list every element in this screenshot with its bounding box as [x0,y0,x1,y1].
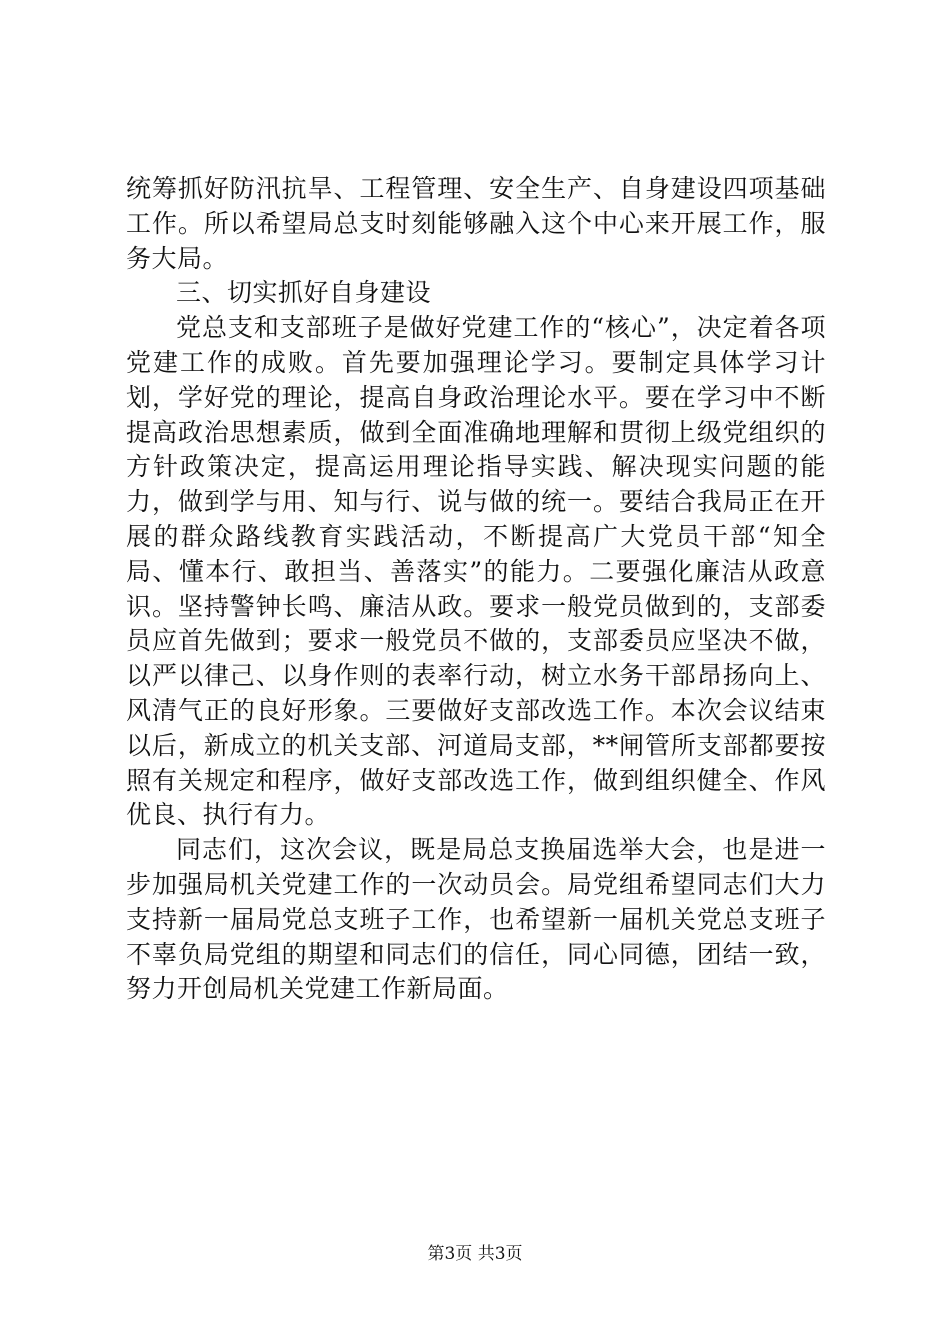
section-heading: 三、切实抓好自身建设 [176,278,432,308]
paragraph-continuation: 统筹抓好防汛抗旱、工程管理、安全生产、自身建设四项基础工作。所以希望局总支时刻能够融入这个中心来开展工作，服务大局。 [126,174,826,273]
page-number-footer: 第3页 共3页 [427,1244,523,1264]
paragraph-section-three: 党总支和支部班子是做好党建工作的“核心”，决定着各项党建工作的成败。首先要加强理论学习。要制定具体学习计划，学好党的理论，提高自身政治理论水平。要在学习中不断提高政治思想素质，做到全面准确地理解和贯彻上级党组织的方针政策决定，提高运用理论指导实践、解决现实问题的能力，做到学与用、知与行、说与做的统一。要结合我局正在开展的群众路线教育实践活动，不断提高广大党员干部“知全局、懂本行、敢担当、善落实”的能力。二要强化廉洁从政意识。坚持警钟长鸣、廉洁从政。要求一般党员做到的，支部委员应首先做到；要求一般党员不做的，支部委员应坚决不做，以严以律己、以身作则的表率行动，树立水务干部昂扬向上、风清气正的良好形象。三要做好支部改选工作。本次会议结束以后，新成立的机关支部、河道局支部，**闸管所支部都要按照有关规定和程序，做好支部改选工作，做到组织健全、作风优良、执行有力。 [126,313,826,830]
paragraph-closing: 同志们，这次会议，既是局总支换届选举大会，也是进一步加强局机关党建工作的一次动员会。局党组希望同志们大力支持新一届局党总支班子工作，也希望新一届机关党总支班子不辜负局党组的期望和同志们的信任，同心同德，团结一致，努力开创局机关党建工作新局面。 [126,835,826,1004]
document-body [126,172,826,1007]
